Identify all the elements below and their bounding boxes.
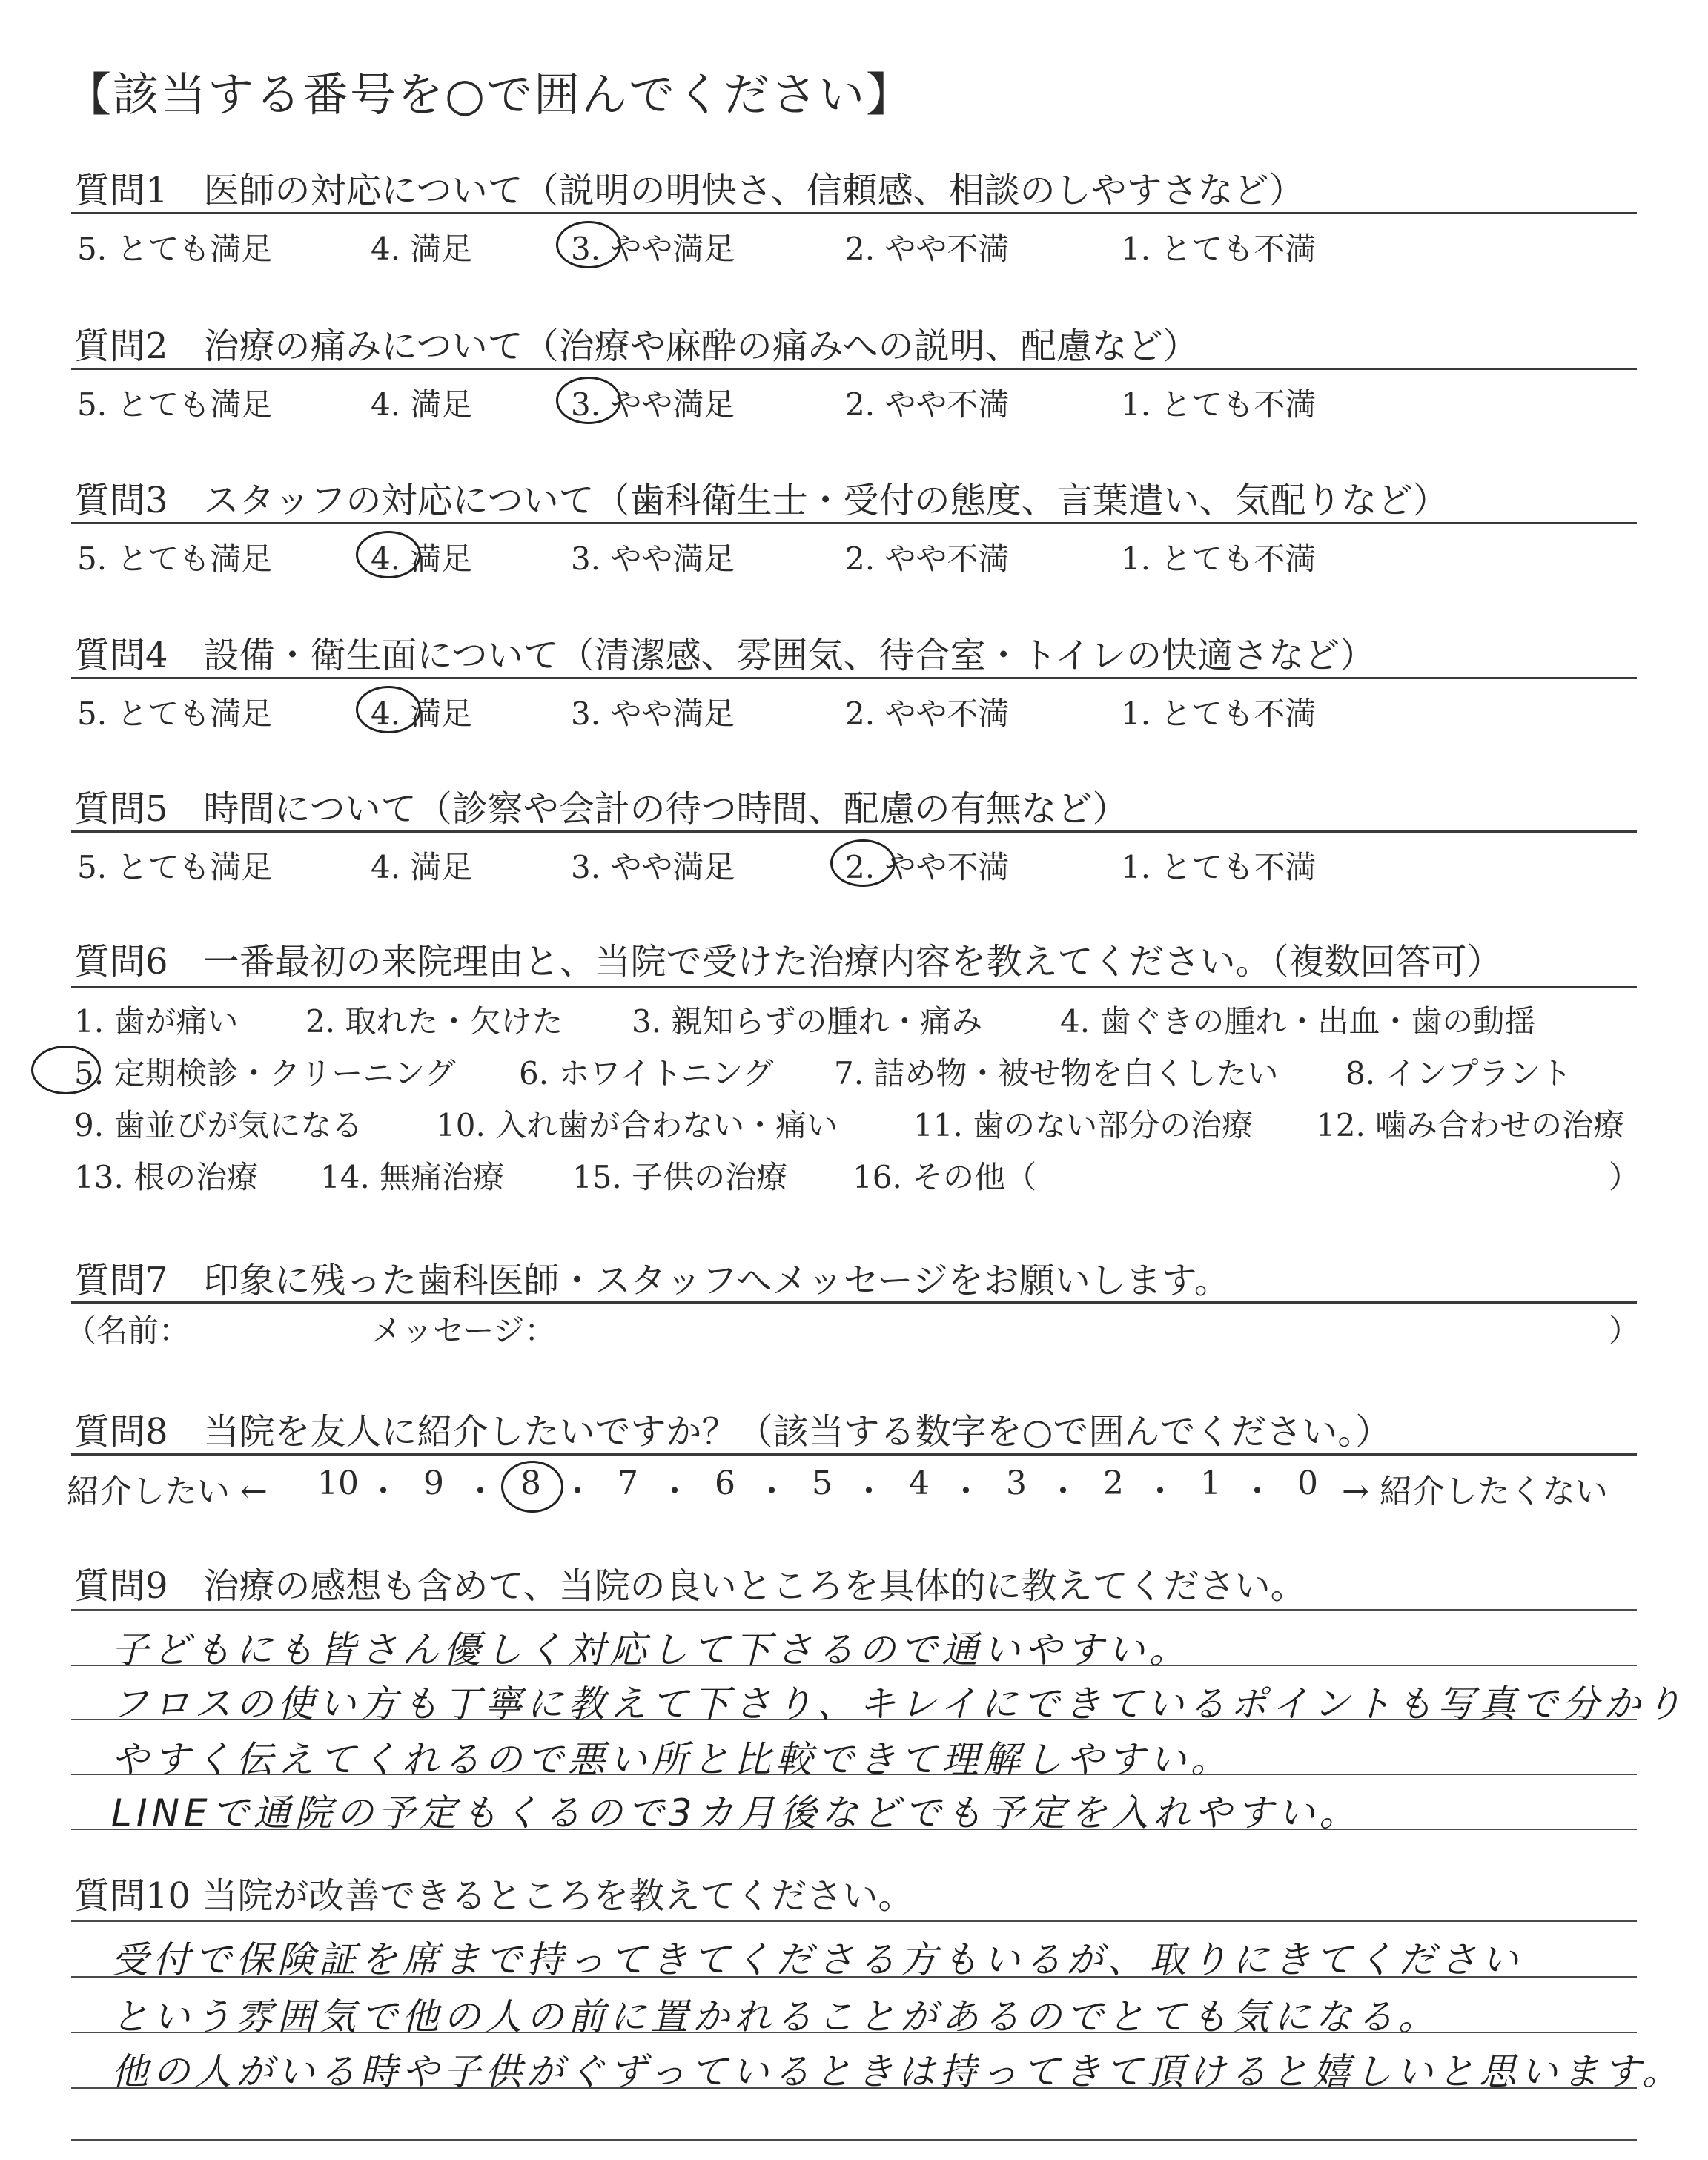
q8-scale-10[interactable]: 10 — [317, 1464, 359, 1502]
q6-option-9[interactable]: 9. 歯並びが気になる — [74, 1107, 363, 1143]
q6-option-3[interactable]: 3. 親知らずの腫れ・痛み — [632, 1003, 983, 1040]
q3-title: 質問3 スタッフの対応について（歯科衛生士・受付の態度、言葉遣い、気配りなど） — [74, 480, 1449, 521]
q6-title: 質問6 一番最初の来院理由と、当院で受けた治療内容を教えてください。（複数回答可） — [74, 941, 1503, 982]
q8-scale-separator: ・ — [561, 1473, 594, 1510]
q5-option-2[interactable]: 2. やや不満 — [845, 849, 1010, 885]
q6-option-7[interactable]: 7. 詰め物・被せ物を白くしたい — [834, 1055, 1279, 1091]
q6-option-12[interactable]: 12. 噛み合わせの治療 — [1316, 1107, 1625, 1143]
q3-selected-circle — [356, 531, 421, 578]
q8-scale-separator: ・ — [658, 1473, 691, 1510]
q2-option-3[interactable]: 3. やや満足 — [571, 386, 735, 423]
q8-scale-6[interactable]: 6 — [715, 1464, 735, 1502]
q3-rule — [71, 522, 1637, 524]
q2-rule — [71, 368, 1637, 370]
q8-scale-8[interactable]: 8 — [520, 1464, 541, 1502]
q3-option-1[interactable]: 1. とても不満 — [1121, 541, 1317, 577]
q2-title: 質問2 治療の痛みについて（治療や麻酔の痛みへの説明、配慮など） — [74, 326, 1199, 367]
q5-rule — [71, 830, 1637, 833]
q1-option-3[interactable]: 3. やや満足 — [571, 231, 735, 267]
q2-option-4[interactable]: 4. 満足 — [371, 386, 473, 423]
q9-answer-line-1: 子どもにも皆さん優しく対応して下さるので通いやすい。 — [111, 1628, 1191, 1671]
q1-option-2[interactable]: 2. やや不満 — [845, 231, 1010, 267]
q5-option-1[interactable]: 1. とても不満 — [1121, 849, 1317, 885]
q1-option-4[interactable]: 4. 満足 — [371, 231, 473, 267]
q10-answer-line-2: という雰囲気で他の人の前に置かれることがあるのでとても気になる。 — [111, 1995, 1440, 2038]
q5-title: 質問5 時間について（診察や会計の待つ時間、配慮の有無など） — [74, 788, 1128, 830]
q8-rule — [71, 1453, 1637, 1456]
q8-scale-5[interactable]: 5 — [812, 1464, 833, 1502]
q5-option-5[interactable]: 5. とても満足 — [77, 849, 273, 885]
q10-title: 質問10 当院が改善できるところを教えてください。 — [74, 1875, 914, 1917]
q8-scale-separator: ・ — [950, 1473, 982, 1510]
q1-selected-circle — [556, 221, 621, 268]
q1-option-5[interactable]: 5. とても満足 — [77, 231, 273, 267]
q8-selected-circle — [501, 1461, 563, 1513]
q6-option-16[interactable]: 16. その他（ — [853, 1159, 1037, 1195]
q8-scale-separator: ・ — [464, 1473, 497, 1510]
q5-option-3[interactable]: 3. やや満足 — [571, 849, 735, 885]
q4-option-2[interactable]: 2. やや不満 — [845, 696, 1010, 732]
page-heading: 【該当する番号を○で囲んでください】 — [65, 67, 914, 122]
q6-option-2[interactable]: 2. 取れた・欠けた — [305, 1003, 563, 1040]
q8-scale-3[interactable]: 3 — [1006, 1464, 1027, 1502]
q10-answer-line-1: 受付で保険証を席まで持ってきてくださる方もいるが、取りにきてください — [111, 1938, 1523, 1981]
q5-selected-circle — [830, 839, 896, 887]
q3-option-5[interactable]: 5. とても満足 — [77, 541, 273, 577]
q3-option-2[interactable]: 2. やや不満 — [845, 541, 1010, 577]
q6-rule — [71, 986, 1637, 988]
q4-option-5[interactable]: 5. とても満足 — [77, 696, 273, 732]
q9-answer-line-4: LINEで通院の予定もくるので3カ月後などでも予定を入れやすい。 — [111, 1791, 1361, 1834]
q10-answer-line-3: 他の人がいる時や子供がぐずっているときは持ってきて頂けると嬉しいと思います。 — [111, 2050, 1684, 2093]
q4-option-1[interactable]: 1. とても不満 — [1121, 696, 1317, 732]
q7-close: ） — [1609, 1312, 1641, 1349]
q4-rule — [71, 677, 1637, 679]
q6-option-11[interactable]: 11. 歯のない部分の治療 — [913, 1107, 1254, 1143]
q6-other-close: ） — [1609, 1159, 1641, 1195]
q8-scale-separator: ・ — [755, 1473, 788, 1510]
q8-scale-4[interactable]: 4 — [909, 1464, 930, 1502]
q6-option-6[interactable]: 6. ホワイトニング — [519, 1055, 774, 1091]
q1-rule — [71, 212, 1637, 214]
q4-title: 質問4 設備・衛生面について（清潔感、雰囲気、待合室・トイレの快適さなど） — [74, 635, 1376, 676]
q6-option-4[interactable]: 4. 歯ぐきの腫れ・出血・歯の動揺 — [1060, 1003, 1536, 1040]
q8-scale-separator: ・ — [1241, 1473, 1274, 1510]
q8-scale-separator: ・ — [1144, 1473, 1176, 1510]
q7-name-label: （名前： — [65, 1312, 191, 1349]
q6-option-14[interactable]: 14. 無痛治療 — [320, 1159, 505, 1195]
q1-title: 質問1 医師の対応について（説明の明快さ、信頼感、相談のしやすさなど） — [74, 170, 1305, 211]
q2-option-5[interactable]: 5. とても満足 — [77, 386, 273, 423]
q8-scale-0[interactable]: 0 — [1297, 1464, 1318, 1502]
q2-selected-circle — [556, 377, 621, 424]
q7-title: 質問7 印象に残った歯科医師・スタッフへメッセージをお願いします。 — [74, 1260, 1230, 1301]
q6-option-1[interactable]: 1. 歯が痛い — [74, 1003, 239, 1040]
q4-option-4[interactable]: 4. 満足 — [371, 696, 473, 732]
q4-option-3[interactable]: 3. やや満足 — [571, 696, 735, 732]
q10-writing-line — [71, 1920, 1637, 1922]
q5-option-4[interactable]: 4. 満足 — [371, 849, 473, 885]
q3-option-4[interactable]: 4. 満足 — [371, 541, 473, 577]
q3-option-3[interactable]: 3. やや満足 — [571, 541, 735, 577]
q8-scale-7[interactable]: 7 — [618, 1464, 638, 1502]
q6-option-15[interactable]: 15. 子供の治療 — [572, 1159, 788, 1195]
q4-selected-circle — [356, 686, 421, 733]
q7-message-label: メッセージ： — [371, 1312, 556, 1349]
q8-scale-1[interactable]: 1 — [1200, 1464, 1221, 1502]
q6-option-8[interactable]: 8. インプラント — [1345, 1055, 1572, 1091]
q2-option-1[interactable]: 1. とても不満 — [1121, 386, 1317, 423]
q8-scale-separator: ・ — [367, 1473, 400, 1510]
q8-left-label: 紹介したい ← — [67, 1473, 268, 1510]
q6-option-13[interactable]: 13. 根の治療 — [74, 1159, 259, 1195]
q9-answer-line-2: フロスの使い方も丁寧に教えて下さり、キレイにできているポイントも写真で分かり — [111, 1682, 1687, 1725]
q9-writing-line — [71, 1609, 1637, 1611]
q9-title: 質問9 治療の感想も含めて、当院の良いところを具体的に教えてください。 — [74, 1565, 1306, 1607]
q8-title: 質問8 当院を友人に紹介したいですか？（該当する数字を○で囲んでください。） — [74, 1411, 1391, 1453]
q8-scale-9[interactable]: 9 — [423, 1464, 444, 1502]
q8-right-label: → 紹介したくない — [1342, 1473, 1608, 1510]
q8-scale-separator: ・ — [1047, 1473, 1079, 1510]
q10-writing-line — [71, 2139, 1637, 2141]
q6-option-5[interactable]: 5. 定期検診・クリーニング — [74, 1055, 456, 1091]
q2-option-2[interactable]: 2. やや不満 — [845, 386, 1010, 423]
q6-selected-circle — [31, 1046, 101, 1094]
q8-scale-separator: ・ — [853, 1473, 885, 1510]
q8-scale-2[interactable]: 2 — [1103, 1464, 1124, 1502]
q7-rule — [71, 1301, 1637, 1304]
q1-option-1[interactable]: 1. とても不満 — [1121, 231, 1317, 267]
q9-answer-line-3: やすく伝えてくれるので悪い所と比較できて理解しやすい。 — [111, 1738, 1232, 1781]
q6-option-10[interactable]: 10. 入れ歯が合わない・痛い — [436, 1107, 838, 1143]
